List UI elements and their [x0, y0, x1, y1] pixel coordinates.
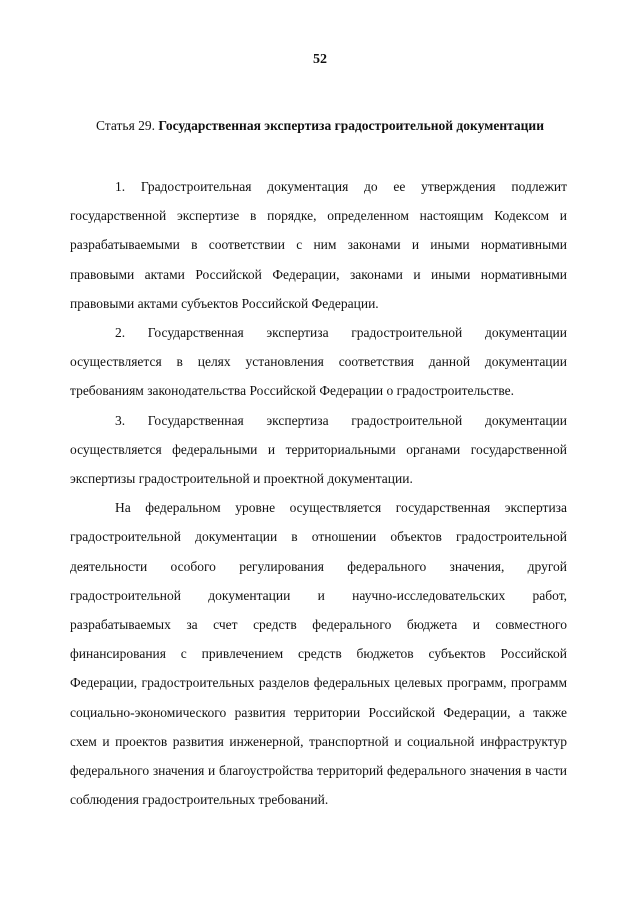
article-label: Статья 29.: [95, 118, 156, 133]
paragraph-2: 2. Государственная экспертиза градостроительной документации осуществляется в целях установления соответствия данной документации требованиям законодательства Российской Федерации о градостроительстве.: [70, 325, 567, 399]
paragraph-1: 1. Градостроительная документация до ее утверждения подлежит государственной экспертизе в порядке, определенном настоящим Кодексом и разрабатываемыми в соответствии с ним законами и иными нормативными правовыми актами Российской Федерации, законами и иными нормативными правовыми актами субъектов Российской Федерации.: [70, 179, 567, 311]
paragraph-3: 3. Государственная экспертиза градостроительной документации осуществляется федеральными и территориальными органами государственной экспертизы градостроительной и проектной документации.: [70, 412, 567, 487]
article-body: [70, 172, 567, 814]
article-heading: [70, 118, 570, 134]
article-title: Государственная экспертиза градостроительной документации: [158, 118, 544, 133]
paragraph-4: На федеральном уровне осуществляется государственная экспертиза градостроительной документации в отношении объектов градостроительной деятельности особого регулирования федерального значения, другой градостроительной документации и научно-исследовательских работ, разрабатываемых за счет средств федерального бюджета и совместного финансирования с привлечением средств бюджетов субъектов Российской Федерации, градостроительных разделов федеральных целевых программ, программ социально-экономического развития территории Российской Федерации, а также схем и проектов развития инженерной, транспортной и социальной инфраструктур федерального значения и благоустройства территорий федерального значения в части соблюдения градостроительных требований.: [70, 500, 567, 808]
page-number: 52: [313, 52, 327, 67]
